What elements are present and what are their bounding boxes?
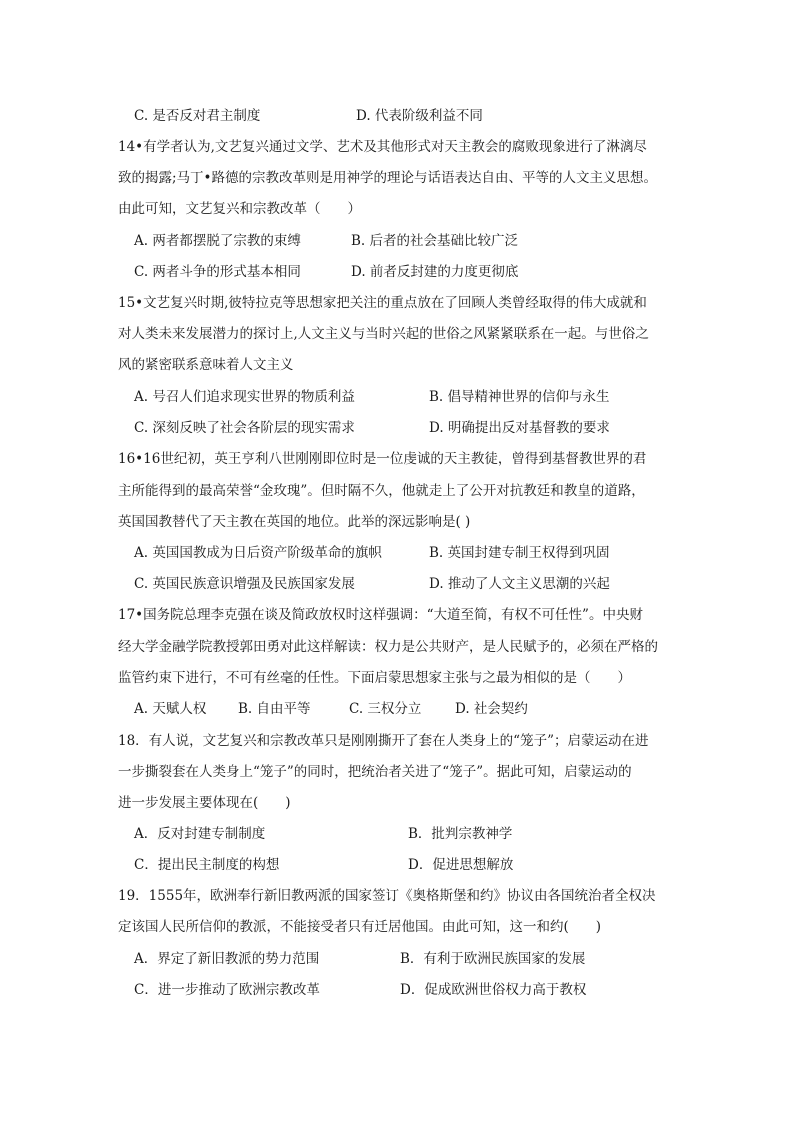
q17-option-a: A. 天赋人权 xyxy=(134,701,207,717)
q16-option-a: A. 英国国教成为日后资产阶级革命的旗帜 xyxy=(134,545,382,561)
q14-stem-line-2: 致的揭露;马丁•路德的宗教改革则是用神学的理论与话语表达自由、平等的人文主义思想。 xyxy=(118,170,658,186)
q16-stem-line-3: 英国国教替代了天主教在英国的地位。此举的深远影响是( ) xyxy=(118,514,471,530)
q13-option-d: D. 代表阶级利益不同 xyxy=(356,108,483,124)
q16-option-c: C. 英国民族意识增强及民族国家发展 xyxy=(134,576,355,592)
q14-stem-line-3: 由此可知，文艺复兴和宗教改革（ ） xyxy=(118,201,361,217)
q17-stem-line-1: 17•国务院总理李克强在谈及简政放权时这样强调：“大道至简，有权不可任性”。中央财 xyxy=(118,607,643,623)
q16-option-d: D. 推动了人文主义思潮的兴起 xyxy=(429,576,610,592)
q14-option-d: D. 前者反封建的力度更彻底 xyxy=(351,264,519,280)
q19-stem-line-1: 19．1555年，欧洲奉行新旧教两派的国家签订《奥格斯堡和约》协议由各国统治者全权决 xyxy=(118,888,656,904)
q14-option-c: C. 两者斗争的形式基本相同 xyxy=(134,264,301,280)
q17-stem-line-2: 经大学金融学院教授郭田勇对此这样解读：权力是公共财产，是人民赋予的，必须在严格的 xyxy=(118,639,658,655)
q17-stem-line-3: 监管约束下进行，不可有丝毫的任性。下面启蒙思想家主张与之最为相似的是（ ） xyxy=(118,670,631,686)
q18-option-b: B．批判宗教神学 xyxy=(408,826,513,842)
q18-option-d: D．促进思想解放 xyxy=(408,857,514,873)
q18-stem-line-3: 进一步发展主要体现在( ) xyxy=(118,795,291,811)
q15-option-c: C. 深刻反映了社会各阶层的现实需求 xyxy=(134,420,355,436)
q14-option-a: A. 两者都摆脱了宗教的束缚 xyxy=(134,233,301,249)
q17-option-c: C. 三权分立 xyxy=(349,701,422,717)
q19-option-d: D．促成欧洲世俗权力高于教权 xyxy=(400,982,587,998)
q15-option-b: B. 倡导精神世界的信仰与永生 xyxy=(429,389,610,405)
q16-stem-line-1: 16•16世纪初，英王亨利八世刚刚即位时是一位虔诚的天主教徒，曾得到基督教世界的君 xyxy=(118,451,647,467)
q18-option-c: C．提出民主制度的构想 xyxy=(134,857,280,873)
q19-option-c: C．进一步推动了欧洲宗教改革 xyxy=(134,982,320,998)
q15-option-a: A. 号召人们追求现实世界的物质利益 xyxy=(134,389,355,405)
q17-option-b: B. 自由平等 xyxy=(238,701,311,717)
q15-stem-line-2: 对人类未来发展潜力的探讨上,人文主义与当时兴起的世俗之风紧紧联系在一起。与世俗之 xyxy=(118,326,649,342)
q14-stem-line-1: 14•有学者认为,文艺复兴通过文学、艺术及其他形式对天主教会的腐败现象进行了淋漓尽 xyxy=(118,139,647,155)
q19-stem-line-2: 定该国人民所信仰的教派，不能接受者只有迁居他国。由此可知，这一和约( ) xyxy=(118,919,602,935)
q14-option-b: B. 后者的社会基础比较广泛 xyxy=(351,233,519,249)
q15-option-d: D. 明确提出反对基督教的要求 xyxy=(429,420,610,436)
q13-option-c: C. 是否反对君主制度 xyxy=(134,108,261,124)
q18-stem-line-1: 18．有人说，文艺复兴和宗教改革只是刚刚撕开了套在人类身上的“笼子”；启蒙运动在进 xyxy=(118,733,649,749)
q17-option-d: D. 社会契约 xyxy=(455,701,528,717)
q18-stem-line-2: 一步撕裂套在人类身上“笼子”的同时，把统治者关进了“笼子”。据此可知，启蒙运动的 xyxy=(118,764,632,780)
q18-option-a: A．反对封建专制制度 xyxy=(134,826,266,842)
q19-option-b: B．有利于欧洲民族国家的发展 xyxy=(400,951,586,967)
q16-stem-line-2: 主所能得到的最高荣誉“金玫瑰”。但时隔不久，他就走上了公开对抗教廷和教皇的道路， xyxy=(118,483,645,499)
q16-option-b: B. 英国封建专制王权得到巩固 xyxy=(429,545,610,561)
q19-option-a: A．界定了新旧教派的势力范围 xyxy=(134,951,320,967)
q15-stem-line-1: 15•文艺复兴时期,彼特拉克等思想家把关注的重点放在了回顾人类曾经取得的伟大成就和 xyxy=(118,295,647,311)
q15-stem-line-3: 风的紧密联系意味着人文主义 xyxy=(118,357,294,373)
